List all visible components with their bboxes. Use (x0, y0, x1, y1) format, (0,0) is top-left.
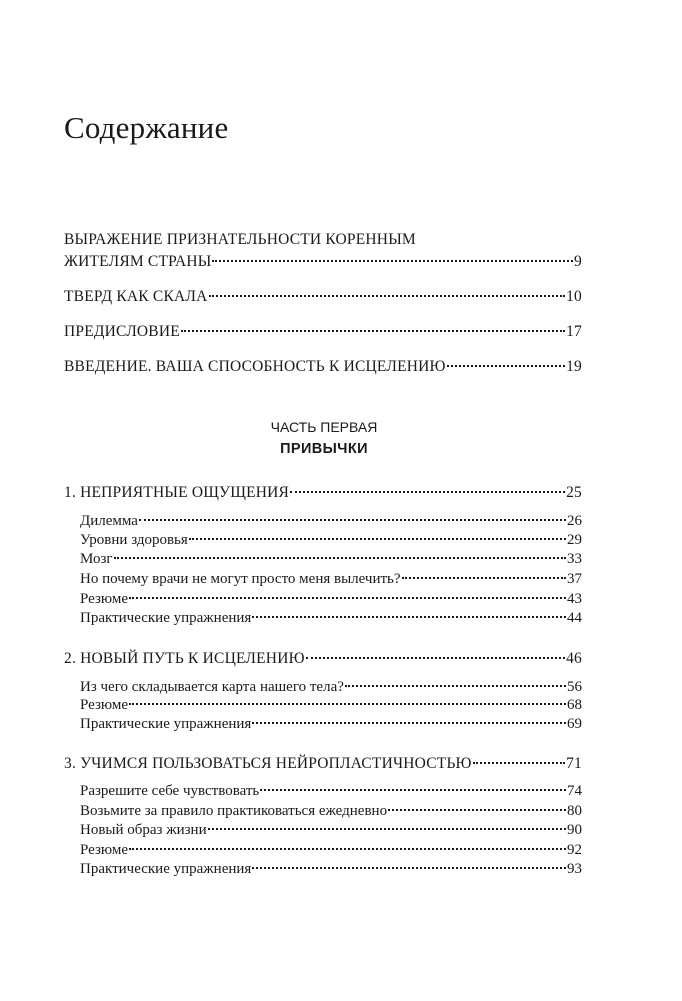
toc-page-number: 25 (566, 484, 582, 501)
toc-page-number: 69 (567, 716, 582, 732)
toc-page-number: 56 (567, 679, 582, 695)
toc-page-number: 26 (567, 513, 582, 529)
toc-page-number: 68 (567, 697, 582, 713)
dot-leader (212, 260, 573, 262)
toc-page-number: 10 (566, 288, 582, 305)
toc-chapter-3[interactable] (64, 753, 582, 775)
toc-chapter-2[interactable] (64, 648, 582, 670)
dot-leader (129, 597, 566, 599)
toc-section-title: Уровни здоровья (80, 532, 188, 548)
toc-page-number: 92 (567, 842, 582, 858)
toc-page-number: 33 (567, 551, 582, 567)
toc-entry-acknowledgement-line1: ВЫРАЖЕНИЕ ПРИЗНАТЕЛЬНОСТИ КОРЕННЫМ (64, 231, 416, 248)
toc-section[interactable] (80, 548, 582, 570)
part-label: ЧАСТЬ ПЕРВАЯ (270, 419, 378, 435)
dot-leader (447, 365, 565, 367)
toc-section[interactable] (80, 568, 582, 590)
dot-leader (252, 616, 566, 618)
dot-leader (252, 867, 566, 869)
toc-entry-acknowledgement[interactable] (64, 251, 582, 273)
dot-leader (290, 491, 565, 493)
toc-page-number: 74 (567, 783, 582, 799)
toc-section-title: Возьмите за правило практиковаться ежедневно (80, 803, 388, 819)
dot-leader (139, 519, 566, 521)
dot-leader (402, 577, 566, 579)
toc-page-number: 44 (567, 610, 582, 626)
toc-page-number: 71 (566, 755, 582, 772)
toc-section[interactable] (80, 858, 582, 880)
toc-page-number: 93 (567, 861, 582, 877)
toc-entry-title: 2. НОВЫЙ ПУТЬ К ИСЦЕЛЕНИЮ (64, 650, 305, 667)
toc-page-number: 29 (567, 532, 582, 548)
dot-leader (388, 809, 566, 811)
dot-leader (260, 789, 566, 791)
toc-entry-rock-solid[interactable] (64, 286, 582, 308)
toc-section-title: Практические упражнения (80, 716, 252, 732)
dot-leader (345, 685, 566, 687)
dot-leader (252, 722, 566, 724)
dot-leader (129, 848, 566, 850)
toc-section[interactable] (80, 780, 582, 802)
toc-chapter-1[interactable] (64, 482, 582, 504)
toc-page-number: 90 (567, 822, 582, 838)
toc-page-number: 46 (566, 650, 582, 667)
toc-section[interactable] (80, 713, 582, 735)
toc-section-title: Практические упражнения (80, 610, 252, 626)
toc-entry-title: 3. УЧИМСЯ ПОЛЬЗОВАТЬСЯ НЕЙРОПЛАСТИЧНОСТЬЮ (64, 755, 472, 772)
dot-leader (189, 538, 566, 540)
toc-section-title: Резюме (80, 591, 129, 607)
toc-entry-introduction[interactable] (64, 356, 582, 378)
toc-entry-title: ПРЕДИСЛОВИЕ (64, 323, 180, 340)
dot-leader (209, 295, 566, 297)
toc-section-title: Резюме (80, 697, 129, 713)
dot-leader (473, 762, 565, 764)
toc-section-title: Разрешите себе чувствовать (80, 783, 260, 799)
toc-section-title: Новый образ жизни (80, 822, 207, 838)
dot-leader (129, 703, 566, 705)
toc-entry-title: ТВЕРД КАК СКАЛА (64, 288, 208, 305)
toc-section-title: Практические упражнения (80, 861, 252, 877)
dot-leader (181, 330, 565, 332)
toc-section-title: Дилемма (80, 513, 138, 529)
toc-section-title: Мозг (80, 551, 113, 567)
part-title: ПРИВЫЧКИ (280, 441, 368, 457)
toc-page-number: 9 (574, 253, 582, 270)
dot-leader (114, 557, 566, 559)
toc-section-title: Но почему врачи не могут просто меня вылечить? (80, 571, 401, 587)
toc-entry-title: ВВЕДЕНИЕ. ВАША СПОСОБНОСТЬ К ИСЦЕЛЕНИЮ (64, 358, 446, 375)
toc-page-number: 80 (567, 803, 582, 819)
toc-page-number: 37 (567, 571, 582, 587)
toc-entry-title: ЖИТЕЛЯМ СТРАНЫ (64, 253, 212, 270)
toc-page-number: 43 (567, 591, 582, 607)
dot-leader (208, 828, 566, 830)
toc-section-title: Резюме (80, 842, 129, 858)
toc-section[interactable] (80, 607, 582, 629)
toc-section-title: Из чего складывается карта нашего тела? (80, 679, 344, 695)
toc-page-number: 19 (566, 358, 582, 375)
toc-entry-foreword[interactable] (64, 321, 582, 343)
toc-section[interactable] (80, 819, 582, 841)
page-title: Содержание (64, 110, 229, 145)
dot-leader (306, 657, 565, 659)
toc-page-number: 17 (566, 323, 582, 340)
toc-entry-title: 1. НЕПРИЯТНЫЕ ОЩУЩЕНИЯ (64, 484, 290, 501)
